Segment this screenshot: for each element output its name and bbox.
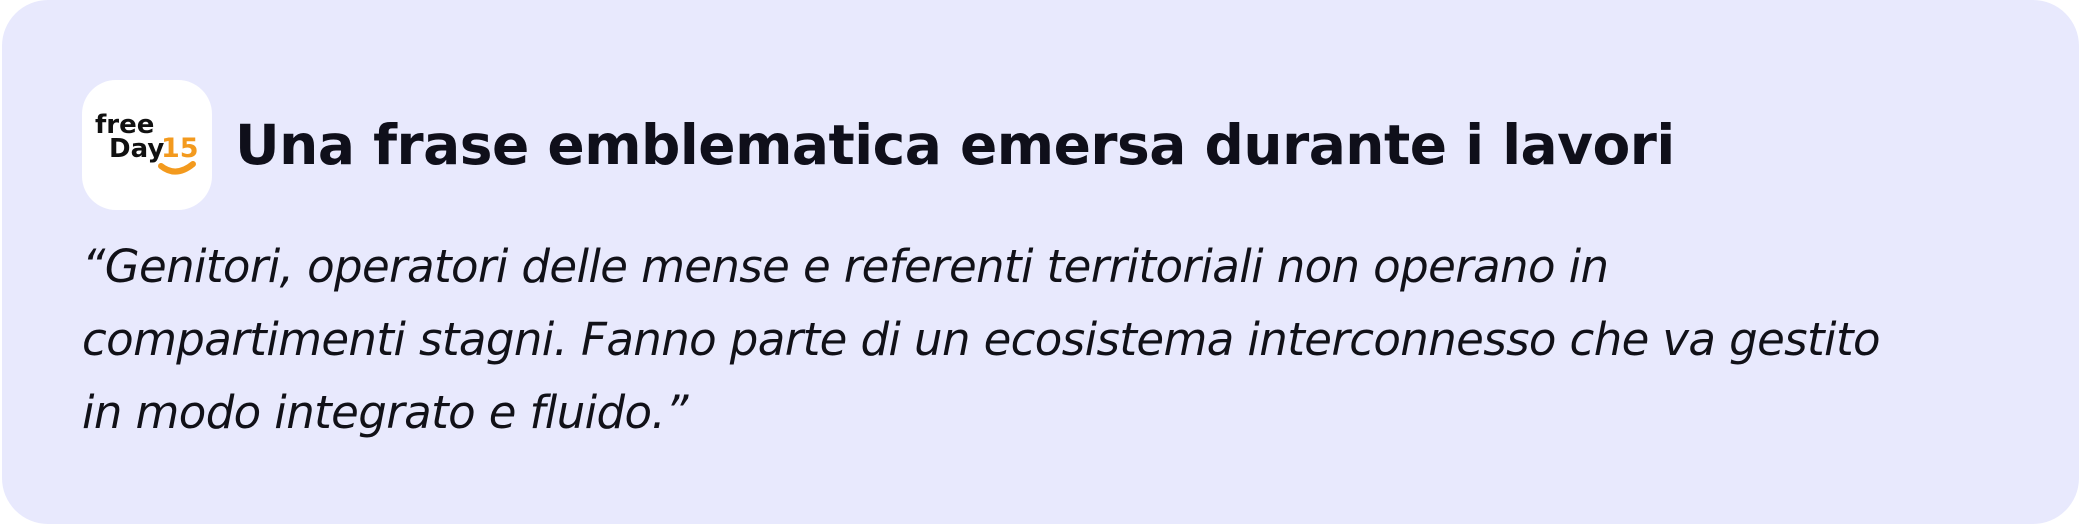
freeday-logo-icon [82, 80, 212, 210]
quote-line-1: “Genitori, operatori delle mense e referenti territoriali non operano in [82, 240, 1609, 293]
quote-text [82, 230, 2042, 449]
freeday-logo [82, 80, 212, 210]
logo-smile-icon [161, 164, 193, 172]
section-title: Una frase emblematica emersa durante i lavori [235, 113, 1675, 177]
logo-text-day: Day [109, 134, 165, 164]
quote-line-3: in modo integrato e fluido.” [82, 386, 688, 439]
logo-text-free: free [95, 110, 155, 140]
quote-card [2, 0, 2079, 524]
quote-line-2: compartimenti stagni. Fanno parte di un ecosistema interconnesso che va gestito [82, 313, 1880, 366]
logo-number: 15 [161, 133, 199, 164]
